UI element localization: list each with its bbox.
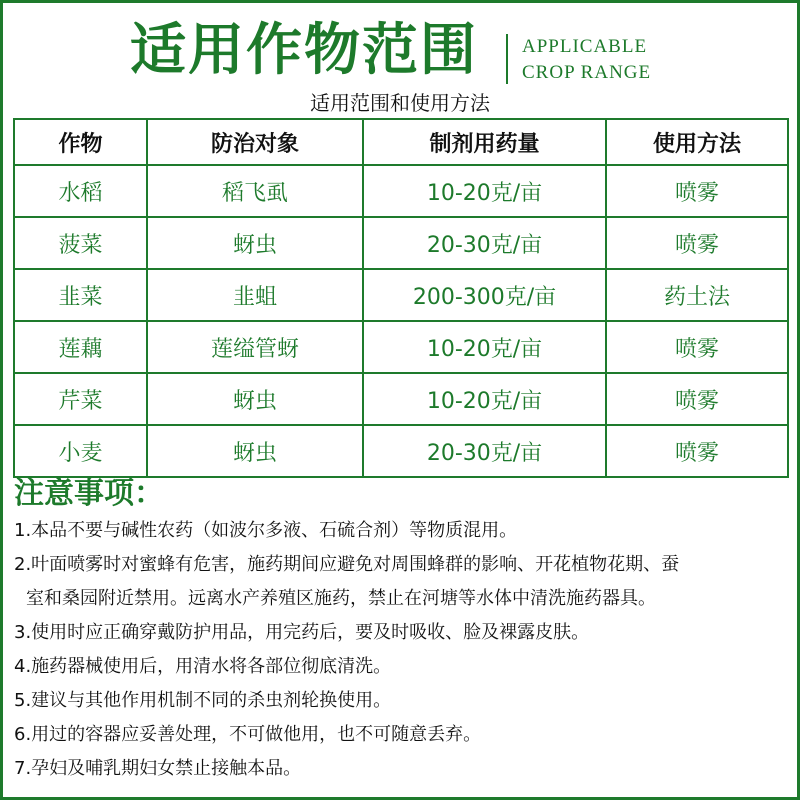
cell-method: 喷雾 xyxy=(606,373,788,425)
cell-dosage: 10-20克/亩 xyxy=(363,321,606,373)
table-header-row xyxy=(14,119,788,165)
header-crop: 作物 xyxy=(14,119,147,165)
cell-target: 莲缢管蚜 xyxy=(147,321,363,373)
note-text: 1.本品不要与碱性农药（如波尔多液、石硫合剂）等物质混用。 xyxy=(14,520,518,541)
usage-table xyxy=(13,118,789,478)
note-item xyxy=(14,548,794,616)
note-item xyxy=(14,718,794,752)
note-text: 3.使用时应正确穿戴防护用品，用完药后，要及时吸收、脸及裸露皮肤。 xyxy=(14,622,590,643)
header-target: 防治对象 xyxy=(147,119,363,165)
subtitle: 适用范围和使用方法 xyxy=(310,91,490,115)
cell-method: 喷雾 xyxy=(606,425,788,477)
header xyxy=(0,14,800,94)
table-row xyxy=(14,165,788,217)
note-text-continued: 室和桑园附近禁用。远离水产养殖区施药，禁止在河塘等水体中清洗施药器具。 xyxy=(26,588,656,609)
note-item xyxy=(14,616,794,650)
table-row xyxy=(14,321,788,373)
cell-dosage: 20-30克/亩 xyxy=(363,217,606,269)
cell-dosage: 200-300克/亩 xyxy=(363,269,606,321)
note-item xyxy=(14,752,794,786)
usage-table-container xyxy=(13,118,787,466)
note-item xyxy=(14,684,794,718)
cell-method: 药土法 xyxy=(606,269,788,321)
cell-target: 蚜虫 xyxy=(147,217,363,269)
cell-dosage: 10-20克/亩 xyxy=(363,373,606,425)
note-text: 5.建议与其他作用机制不同的杀虫剂轮换使用。 xyxy=(14,690,392,711)
note-item xyxy=(14,514,794,548)
cell-method: 喷雾 xyxy=(606,217,788,269)
cell-target: 蚜虫 xyxy=(147,373,363,425)
cell-target: 蚜虫 xyxy=(147,425,363,477)
note-text: 6.用过的容器应妥善处理，不可做他用，也不可随意丢弃。 xyxy=(14,724,482,745)
notes-title: 注意事项： xyxy=(14,476,164,511)
table-row xyxy=(14,373,788,425)
english-title xyxy=(522,34,651,86)
title-divider xyxy=(506,34,508,84)
note-item xyxy=(14,650,794,684)
cell-dosage: 20-30克/亩 xyxy=(363,425,606,477)
cell-crop: 小麦 xyxy=(14,425,147,477)
note-text: 4.施药器械使用后，用清水将各部位彻底清洗。 xyxy=(14,656,392,677)
header-method: 使用方法 xyxy=(606,119,788,165)
cell-method: 喷雾 xyxy=(606,165,788,217)
table-row xyxy=(14,425,788,477)
cell-dosage: 10-20克/亩 xyxy=(363,165,606,217)
english-title-line1: APPLICABLE xyxy=(522,36,648,57)
cell-crop: 水稻 xyxy=(14,165,147,217)
cell-crop: 芹菜 xyxy=(14,373,147,425)
english-title-line2: CROP RANGE xyxy=(522,62,652,83)
note-text: 2.叶面喷雾时对蜜蜂有危害，施药期间应避免对周围蜂群的影响、开花植物花期、蚕 xyxy=(14,554,680,575)
cell-target: 韭蛆 xyxy=(147,269,363,321)
cell-crop: 莲藕 xyxy=(14,321,147,373)
cell-crop: 菠菜 xyxy=(14,217,147,269)
table-row xyxy=(14,269,788,321)
page-title: 适用作物范围 xyxy=(130,17,478,83)
header-dosage: 制剂用药量 xyxy=(363,119,606,165)
table-row xyxy=(14,217,788,269)
cell-crop: 韭菜 xyxy=(14,269,147,321)
cell-method: 喷雾 xyxy=(606,321,788,373)
notes-list xyxy=(14,514,794,786)
note-text: 7.孕妇及哺乳期妇女禁止接触本品。 xyxy=(14,758,302,779)
cell-target: 稻飞虱 xyxy=(147,165,363,217)
